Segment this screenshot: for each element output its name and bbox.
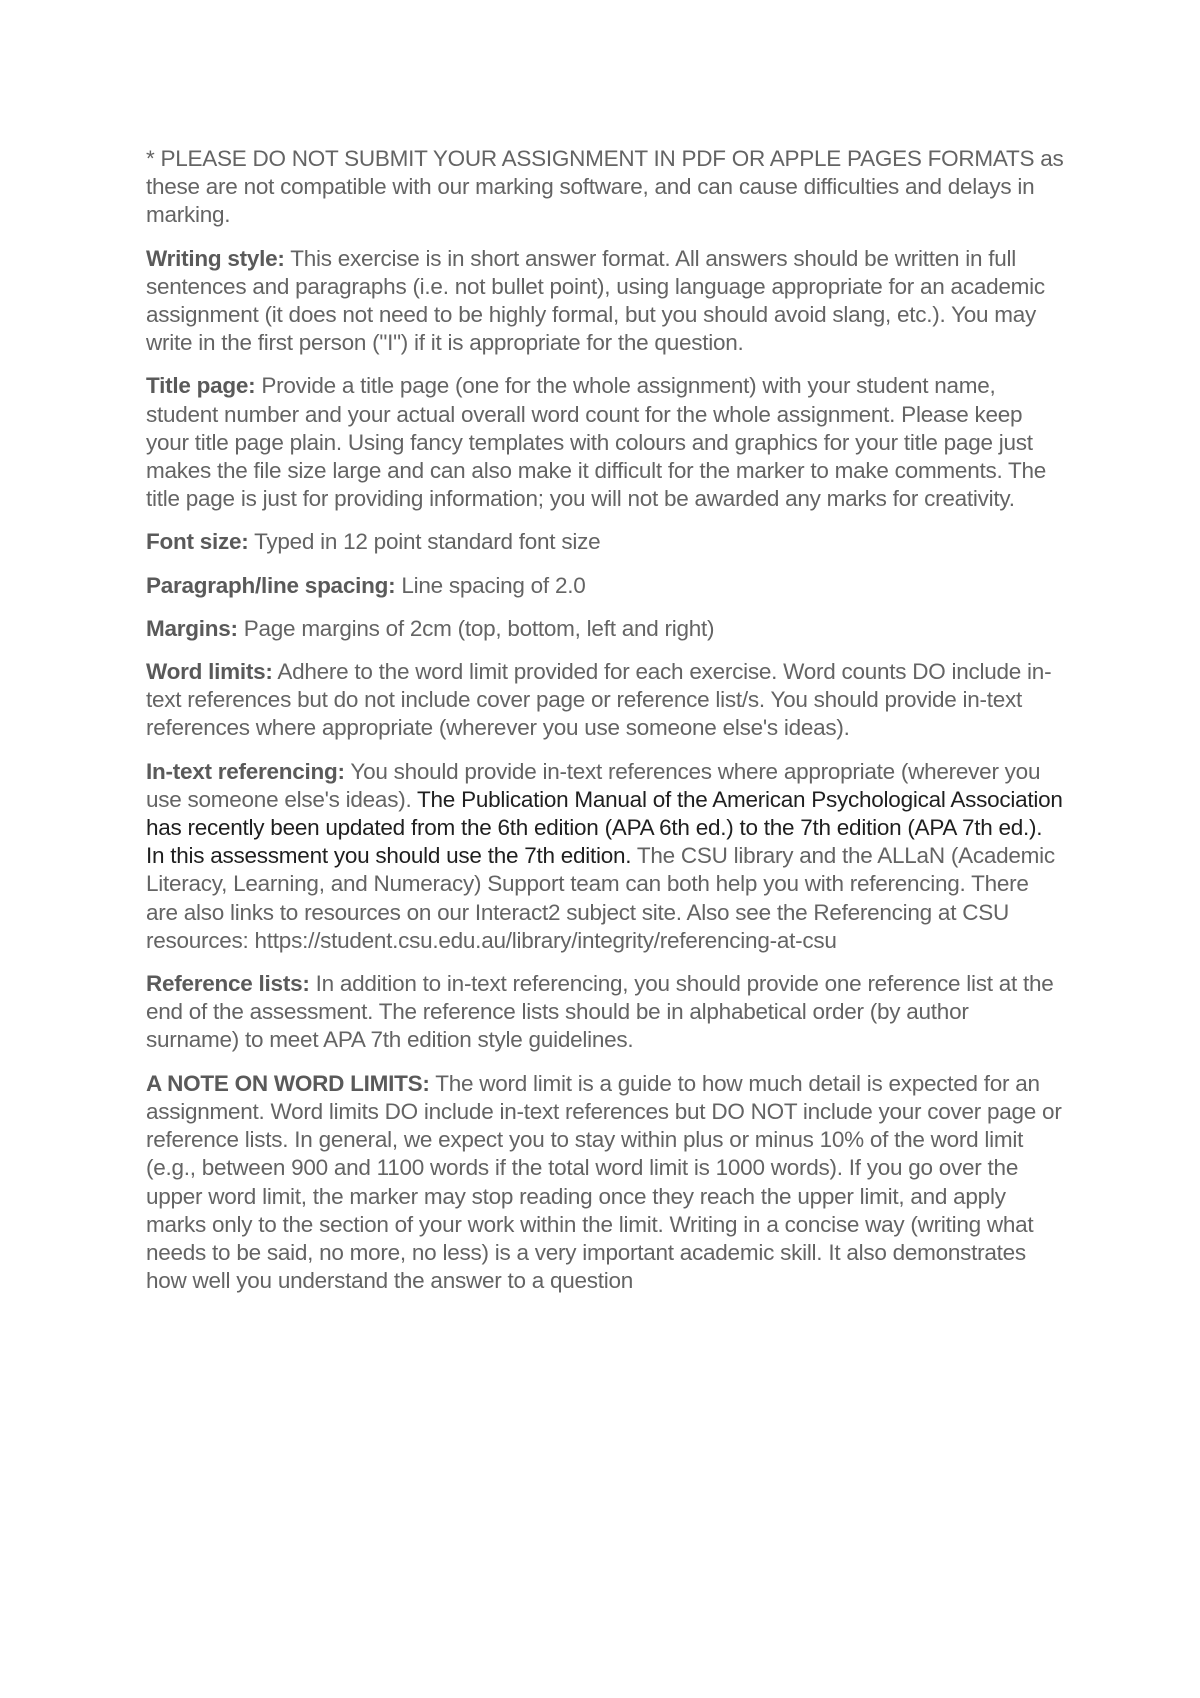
line-spacing-label: Paragraph/line spacing: [146,572,396,598]
title-page-section [146,372,1066,513]
word-limits-text: Adhere to the word limit provided for each exercise. Word counts DO include in-text references but do not include cover page or reference list/s. You should provide in-text references where appropriate (wherever you use someone else's ideas). [146,659,1052,741]
word-limits-label: Word limits: [146,659,273,685]
in-text-referencing-text-before: You should provide in-text references where appropriate (wherever you use someone else's ideas). [146,758,1041,812]
margins-section [146,615,1066,643]
note-on-word-limits-section [146,1070,1066,1296]
in-text-referencing-apa-emphasis: The Publication Manual of the American Psychological Association has recently been updated from the 6th edition (APA 6th ed.) to the 7th edition (APA 7th ed.). In this assessment you should use the 7th edition. [146,786,1063,869]
reference-lists-text: In addition to in-text referencing, you should provide one reference list at the end of the assessment. The reference lists should be in alphabetical order (by author surname) to meet APA 7th edition style guidelines. [146,971,1054,1053]
margins-label: Margins: [146,615,238,641]
margins-text: Page margins of 2cm (top, bottom, left and right) [237,615,715,641]
reference-lists-section [146,970,1066,1055]
submission-format-notice [146,145,1066,230]
line-spacing-section [146,572,1066,600]
title-page-text: Provide a title page (one for the whole assignment) with your student name, student number and your actual overall word count for the whole assignment. Please keep your title page plain. Using fancy templates with colours and graphics for your title page just makes the file size large and can also make it difficult for the marker to make comments. The title page is just for providing information; you will not be awarded any marks for creativity. [146,373,1047,512]
writing-style-section [146,245,1066,358]
title-page-label: Title page: [146,373,256,399]
notice-text: * PLEASE DO NOT SUBMIT YOUR ASSIGNMENT IN PDF OR APPLE PAGES FORMATS as these are not compatible with our marking software, and can cause difficulties and delays in marking. [146,146,1064,228]
reference-lists-label: Reference lists: [146,971,310,997]
writing-style-text: This exercise is in short answer format. All answers should be written in full sentences and paragraphs (i.e. not bullet point), using language appropriate for an academic assignment (it does not need to be highly formal, but you should avoid slang, etc.). You may write in the first person ("I") if it is appropriate for the question. [146,245,1045,356]
word-limits-section [146,658,1066,743]
font-size-section [146,528,1066,556]
in-text-referencing-text-after: The CSU library and the ALLaN (Academic Literacy, Learning, and Numeracy) Support team can both help you with referencing. There are also links to resources on our Interact2 subject site. Also see the Referencing at CSU resources: https://student.csu.edu.au/library/integrity/referencing-at-csu [146,843,1055,953]
note-on-word-limits-label: A NOTE ON WORD LIMITS: [146,1070,430,1096]
font-size-label: Font size: [146,529,249,555]
line-spacing-text: Line spacing of 2.0 [395,572,586,598]
document-page [146,145,1066,1310]
font-size-text: Typed in 12 point standard font size [248,529,601,555]
note-on-word-limits-text: The word limit is a guide to how much detail is expected for an assignment. Word limits DO include in-text references but DO NOT include your cover page or reference lists. In general, we expect you to stay within plus or minus 10% of the word limit (e.g., between 900 and 1100 words if the total word limit is 1000 words). If you go over the upper word limit, the marker may stop reading once they reach the upper limit, and apply marks only to the section of your work within the limit. Writing in a concise way (writing what needs to be said, no more, no less) is a very important academic skill. It also demonstrates how well you understand the answer to a question [146,1070,1062,1294]
in-text-referencing-label: In-text referencing: [146,758,345,784]
in-text-referencing-section [146,758,1066,955]
writing-style-label: Writing style: [146,245,285,271]
